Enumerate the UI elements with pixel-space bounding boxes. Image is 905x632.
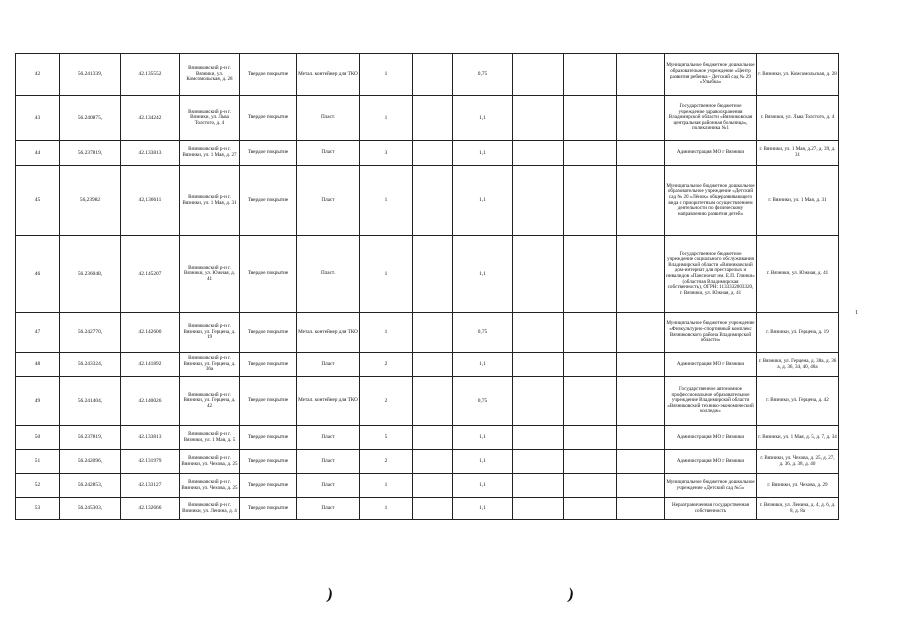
- row-number: 47: [16, 313, 60, 353]
- container-count-cell: 3: [360, 141, 413, 166]
- handwritten-mark-right: ): [566, 585, 575, 604]
- blank-cell: [564, 141, 617, 166]
- container-volume-cell: 0,75: [453, 313, 513, 353]
- surface-cell: Твердое покрытие: [240, 166, 297, 236]
- table-row: [16, 313, 839, 353]
- table-row: [16, 426, 839, 450]
- surface-cell: Твердое покрытие: [240, 236, 297, 313]
- surface-cell: Твердое покрытие: [240, 353, 297, 377]
- latitude-cell: 56.237819,: [60, 426, 121, 450]
- owner-cell: Администрация МО г Вязники: [665, 141, 757, 166]
- surface-cell: Твердое покрытие: [240, 426, 297, 450]
- container-type-cell: Пласт: [297, 353, 360, 377]
- owner-cell: Муниципальное бюджетное дошкольное образовательное учреждение «Детский сад № 20 «Лёнок» общеразвивающего вида с приоритетным осуществлением деятельности по физическому направлению развития детей»: [665, 166, 757, 236]
- blank-cell: [617, 426, 665, 450]
- blank-cell: [513, 96, 564, 141]
- owner-cell: Государственное бюджетное учреждение социального обслуживания Владимирской области «Вязниковский дом-интернат для престарелых и инвалидов «Пансионат им. Е.П. Глинки» (областная Владимирская собственность), ОГРН: 1133332003320, г. Вязники, ул. Южная, д. 41: [665, 236, 757, 313]
- blank-cell: [564, 96, 617, 141]
- longitude-cell: 42.132666: [121, 498, 180, 520]
- row-number: 46: [16, 236, 60, 313]
- surface-cell: Твердое покрытие: [240, 141, 297, 166]
- blank-cell: [513, 166, 564, 236]
- served-addresses-cell: г. Вязники, ул. Южная, д. 41: [757, 236, 839, 313]
- latitude-cell: 56.242096,: [60, 450, 121, 474]
- location-cell: Вязниковский р-н г. Вязники, ул. Чехова, д. 25: [180, 450, 240, 474]
- surface-cell: Твердое покрытие: [240, 450, 297, 474]
- owner-cell: Муниципальное бюджетное дошкольное образовательное учреждение «Центр развития ребенка - Детский сад № 29 «Улыбка»: [665, 54, 757, 96]
- blank-cell: [617, 54, 665, 96]
- location-cell: Вязниковский р-н г. Вязники, ул. Ленина, д. 4: [180, 498, 240, 520]
- location-cell: Вязниковский р-н г. Вязники, ул. Герцена, д. 36а: [180, 353, 240, 377]
- container-type-cell: Пласт.: [297, 96, 360, 141]
- blank-cell: [564, 353, 617, 377]
- container-count-cell: 1: [360, 498, 413, 520]
- surface-cell: Твердое покрытие: [240, 313, 297, 353]
- owner-cell: Государственное бюджетное учреждение здравоохранения Владимирской области «Вязниковская центральная районная больница», поликлиника №1: [665, 96, 757, 141]
- blank-cell: [564, 166, 617, 236]
- longitude-cell: 42.140026: [121, 377, 180, 426]
- owner-cell: Администрация МО г Вязники: [665, 450, 757, 474]
- blank-cell: [413, 450, 453, 474]
- longitude-cell: 42.133813: [121, 426, 180, 450]
- blank-cell: [617, 450, 665, 474]
- blank-cell: [617, 236, 665, 313]
- table-row: [16, 450, 839, 474]
- owner-cell: Неразграниченная государственная собственность: [665, 498, 757, 520]
- longitude-cell: 42,130611: [121, 166, 180, 236]
- blank-cell: [564, 474, 617, 498]
- latitude-cell: 56.243324,: [60, 353, 121, 377]
- row-number: 51: [16, 450, 60, 474]
- container-volume-cell: 1,1: [453, 236, 513, 313]
- blank-cell: [513, 450, 564, 474]
- row-number: 45: [16, 166, 60, 236]
- container-volume-cell: 1,1: [453, 166, 513, 236]
- owner-cell: Муниципальное бюджетное учреждение «Физкультурно-спортивный комплекс Вязниковского района Владимирской области»: [665, 313, 757, 353]
- container-count-cell: 1: [360, 236, 413, 313]
- location-cell: Вязниковский р-н г. Вязники, ул. Льва Толстого, д. 4: [180, 96, 240, 141]
- container-volume-cell: 1,1: [453, 450, 513, 474]
- latitude-cell: 56.237819,: [60, 141, 121, 166]
- location-cell: Вязниковский р-н г. Вязники, ул. 1 Мая, д. 5: [180, 426, 240, 450]
- container-count-cell: 2: [360, 450, 413, 474]
- served-addresses-cell: г. Вязники, ул. 1 Мая, д. 5, д. 7, д. 34: [757, 426, 839, 450]
- served-addresses-cell: г. Вязники, ул. Герцена, д. 42: [757, 377, 839, 426]
- blank-cell: [413, 353, 453, 377]
- location-cell: Вязниковский р-н г. Вязники, ул. Южная, д. 41: [180, 236, 240, 313]
- blank-cell: [564, 426, 617, 450]
- container-type-cell: Метал. контейнер для ТКО: [297, 377, 360, 426]
- handwritten-mark-left: ): [325, 585, 334, 604]
- location-cell: Вязниковский р-н г. Вязники, ул. Комсомольская, д. 28: [180, 54, 240, 96]
- container-volume-cell: 1,1: [453, 498, 513, 520]
- table-row: [16, 498, 839, 520]
- location-cell: Вязниковский р-н г. Вязники, ул. Герцена, д. 19: [180, 313, 240, 353]
- longitude-cell: 42.131979: [121, 450, 180, 474]
- longitude-cell: 42.133813: [121, 141, 180, 166]
- served-addresses-cell: г. Вязники, ул. 1 Мая, д.27, д. 39, д. 31: [757, 141, 839, 166]
- container-volume-cell: 1,1: [453, 474, 513, 498]
- container-type-cell: Пласт: [297, 166, 360, 236]
- latitude-cell: 56.242853,: [60, 474, 121, 498]
- blank-cell: [617, 377, 665, 426]
- latitude-cell: 56.245303,: [60, 498, 121, 520]
- table-row: [16, 474, 839, 498]
- container-volume-cell: 0,75: [453, 54, 513, 96]
- blank-cell: [513, 498, 564, 520]
- blank-cell: [513, 54, 564, 96]
- container-count-cell: 1: [360, 54, 413, 96]
- container-count-cell: 2: [360, 353, 413, 377]
- container-count-cell: 5: [360, 426, 413, 450]
- table-row: [16, 353, 839, 377]
- container-volume-cell: 1,1: [453, 353, 513, 377]
- blank-cell: [413, 54, 453, 96]
- blank-cell: [617, 166, 665, 236]
- row-number: 50: [16, 426, 60, 450]
- blank-cell: [513, 141, 564, 166]
- container-type-cell: Пласт: [297, 474, 360, 498]
- row-number: 48: [16, 353, 60, 377]
- latitude-cell: 56.242770,: [60, 313, 121, 353]
- owner-cell: Администрация МО г Вязники: [665, 353, 757, 377]
- container-count-cell: 1: [360, 474, 413, 498]
- row-number: 43: [16, 96, 60, 141]
- container-type-cell: Пласт: [297, 450, 360, 474]
- container-type-cell: Метал. контейнер для ТКО: [297, 54, 360, 96]
- latitude-cell: 56.240875,: [60, 96, 121, 141]
- served-addresses-cell: г. Вязники, ул. Льва Толстого, д. 4: [757, 96, 839, 141]
- latitude-cell: 56,23982: [60, 166, 121, 236]
- longitude-cell: 42.135552: [121, 54, 180, 96]
- row-number: 53: [16, 498, 60, 520]
- served-addresses-cell: г. Вязники, ул. Ленина, д. 4, д. 6, д. 8, д. 8а: [757, 498, 839, 520]
- row-number: 52: [16, 474, 60, 498]
- table-row: [16, 166, 839, 236]
- table-body: [16, 54, 839, 520]
- location-cell: Вязниковский р-н г. Вязники, ул. Герцена, д. 42: [180, 377, 240, 426]
- blank-cell: [413, 426, 453, 450]
- served-addresses-cell: г. Вязники, ул. Герцена, д. 19: [757, 313, 839, 353]
- row-number: 44: [16, 141, 60, 166]
- container-type-cell: Пласт: [297, 426, 360, 450]
- container-volume-cell: 1,1: [453, 426, 513, 450]
- container-volume-cell: 1,1: [453, 141, 513, 166]
- blank-cell: [617, 96, 665, 141]
- blank-cell: [564, 377, 617, 426]
- blank-cell: [617, 141, 665, 166]
- blank-cell: [564, 450, 617, 474]
- blank-cell: [513, 313, 564, 353]
- longitude-cell: 42.141892: [121, 353, 180, 377]
- container-count-cell: 2: [360, 377, 413, 426]
- blank-cell: [564, 236, 617, 313]
- blank-cell: [513, 377, 564, 426]
- latitude-cell: 56.241404,: [60, 377, 121, 426]
- blank-cell: [617, 353, 665, 377]
- blank-cell: [413, 236, 453, 313]
- table-row: [16, 236, 839, 313]
- served-addresses-cell: г. Вязники, ул. Герцена, д. 38а, д. 36 а, д. 36, 34, 40, 40а: [757, 353, 839, 377]
- longitude-cell: 42.145207: [121, 236, 180, 313]
- blank-cell: [564, 313, 617, 353]
- surface-cell: Твердое покрытие: [240, 474, 297, 498]
- table-row: [16, 54, 839, 96]
- blank-cell: [564, 54, 617, 96]
- blank-cell: [617, 474, 665, 498]
- surface-cell: Твердое покрытие: [240, 54, 297, 96]
- container-type-cell: Пласт.: [297, 236, 360, 313]
- blank-cell: [413, 313, 453, 353]
- served-addresses-cell: г. Вязники, ул. Чехова, д. 29: [757, 474, 839, 498]
- container-count-cell: 1: [360, 313, 413, 353]
- blank-cell: [413, 166, 453, 236]
- blank-cell: [413, 377, 453, 426]
- container-count-cell: 1: [360, 96, 413, 141]
- longitude-cell: 42.134242: [121, 96, 180, 141]
- latitude-cell: 56.241339,: [60, 54, 121, 96]
- row-number: 42: [16, 54, 60, 96]
- location-cell: Вязниковский р-н г. Вязники, ул. Чехова, д. 25: [180, 474, 240, 498]
- blank-cell: [413, 474, 453, 498]
- owner-cell: Муниципальное бюджетное дошкольное учреждение «Детский сад №5»: [665, 474, 757, 498]
- page-marker: 1: [855, 310, 858, 316]
- blank-cell: [513, 236, 564, 313]
- surface-cell: Твердое покрытие: [240, 498, 297, 520]
- location-cell: Вязниковский р-н г. Вязники, ул. 1 Мая, д. 31: [180, 166, 240, 236]
- container-type-cell: Пласт: [297, 498, 360, 520]
- table-row: [16, 377, 839, 426]
- blank-cell: [413, 498, 453, 520]
- served-addresses-cell: г. Вязники, ул. Чехова, д. 25, д. 27, д. 36, д. 38, д. 40: [757, 450, 839, 474]
- blank-cell: [617, 498, 665, 520]
- container-volume-cell: 0,75: [453, 377, 513, 426]
- blank-cell: [413, 96, 453, 141]
- longitude-cell: 42.142600: [121, 313, 180, 353]
- owner-cell: Администрация МО г Вязники: [665, 426, 757, 450]
- blank-cell: [564, 498, 617, 520]
- location-cell: Вязниковский р-н г. Вязники, ул. 1 Мая, д. 27: [180, 141, 240, 166]
- table-row: [16, 141, 839, 166]
- row-number: 49: [16, 377, 60, 426]
- surface-cell: Твердое покрытие: [240, 96, 297, 141]
- blank-cell: [513, 426, 564, 450]
- longitude-cell: 42.133127: [121, 474, 180, 498]
- container-type-cell: Пласт: [297, 141, 360, 166]
- container-type-cell: Метал. контейнер для ТКО: [297, 313, 360, 353]
- owner-cell: Государственное автономное профессиональное образовательное учреждение Владимирской области «Вязниковский технико-экономический колледж»: [665, 377, 757, 426]
- blank-cell: [413, 141, 453, 166]
- surface-cell: Твердое покрытие: [240, 377, 297, 426]
- blank-cell: [513, 353, 564, 377]
- table-row: [16, 96, 839, 141]
- served-addresses-cell: г. Вязники, ул. Комсомольская, д. 28: [757, 54, 839, 96]
- served-addresses-cell: г. Вязники, ул. 1 Мая, д. 31: [757, 166, 839, 236]
- container-count-cell: 1: [360, 166, 413, 236]
- blank-cell: [513, 474, 564, 498]
- container-volume-cell: 1,1: [453, 96, 513, 141]
- latitude-cell: 56.236048,: [60, 236, 121, 313]
- container-sites-table: [15, 53, 839, 520]
- blank-cell: [617, 313, 665, 353]
